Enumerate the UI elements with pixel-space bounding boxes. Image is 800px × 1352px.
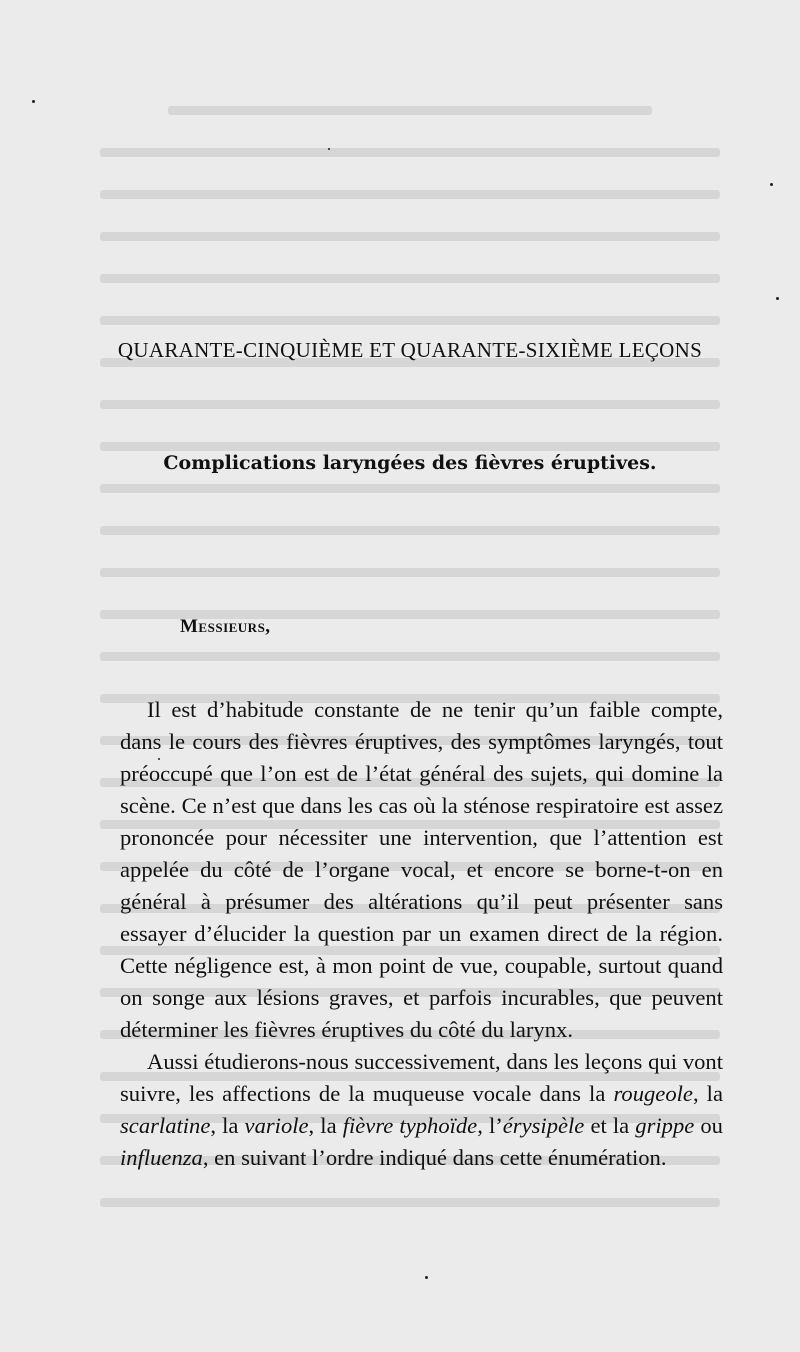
term-variole: variole: [244, 1113, 309, 1138]
p2-sep: , la: [692, 1081, 723, 1106]
term-rougeole: rougeole: [613, 1081, 693, 1106]
scan-speck: [776, 297, 779, 300]
p2-outro: , en suivant l’ordre indiqué dans cette énumération.: [202, 1145, 667, 1170]
term-fievre-typhoide: fièvre typhoïde: [342, 1113, 478, 1138]
scan-speck: [328, 148, 330, 150]
p2-sep: et la: [584, 1113, 636, 1138]
term-scarlatine: scarlatine: [120, 1113, 211, 1138]
paragraph-2: [120, 1046, 723, 1174]
salutation: [180, 616, 271, 638]
p2-sep: , la: [210, 1113, 245, 1138]
term-erysipele: érysipèle: [502, 1113, 585, 1138]
p2-sep: , l’: [477, 1113, 503, 1138]
body-text: [120, 694, 723, 1174]
term-influenza: influenza: [120, 1145, 203, 1170]
p2-sep: , la: [308, 1113, 343, 1138]
p2-intro: Aussi étudierons-nous successivement, dans les leçons qui vont suivre, les affections de la muqueuse vocale dans la: [120, 1049, 723, 1106]
paragraph-1: Il est d’habitude constante de ne tenir qu’un faible compte, dans le cours des fièvres éruptives, des symptômes laryngés, tout préoccupé que l’on est de l’état général des sujets, qui domine la scène. Ce n’est que dans les cas où la sténose respiratoire est assez prononcée pour nécessiter une intervention, que l’attention est appelée du côté de l’organe vocal, et encore se borne-t-on en général à présumer des altérations qu’il peut présenter sans essayer d’élucider la question par un examen direct de la région. Cette négligence est, à mon point de vue, coupable, surtout quand on songe aux lésions graves, et parfois incurables, que peuvent déterminer les fièvres éruptives du côté du larynx.: [120, 697, 723, 1042]
chapter-title: Complications laryngées des fièvres éruptives.: [163, 452, 657, 474]
salutation-text: Messieurs,: [180, 616, 271, 637]
scan-speck: [32, 100, 35, 103]
scan-speck: [770, 183, 773, 186]
lesson-heading: QUARANTE-CINQUIÈME ET QUARANTE-SIXIÈME LEÇONS: [117, 338, 703, 362]
scan-speck: [425, 1276, 428, 1279]
p2-sep: ou: [694, 1113, 723, 1138]
term-grippe: grippe: [635, 1113, 695, 1138]
